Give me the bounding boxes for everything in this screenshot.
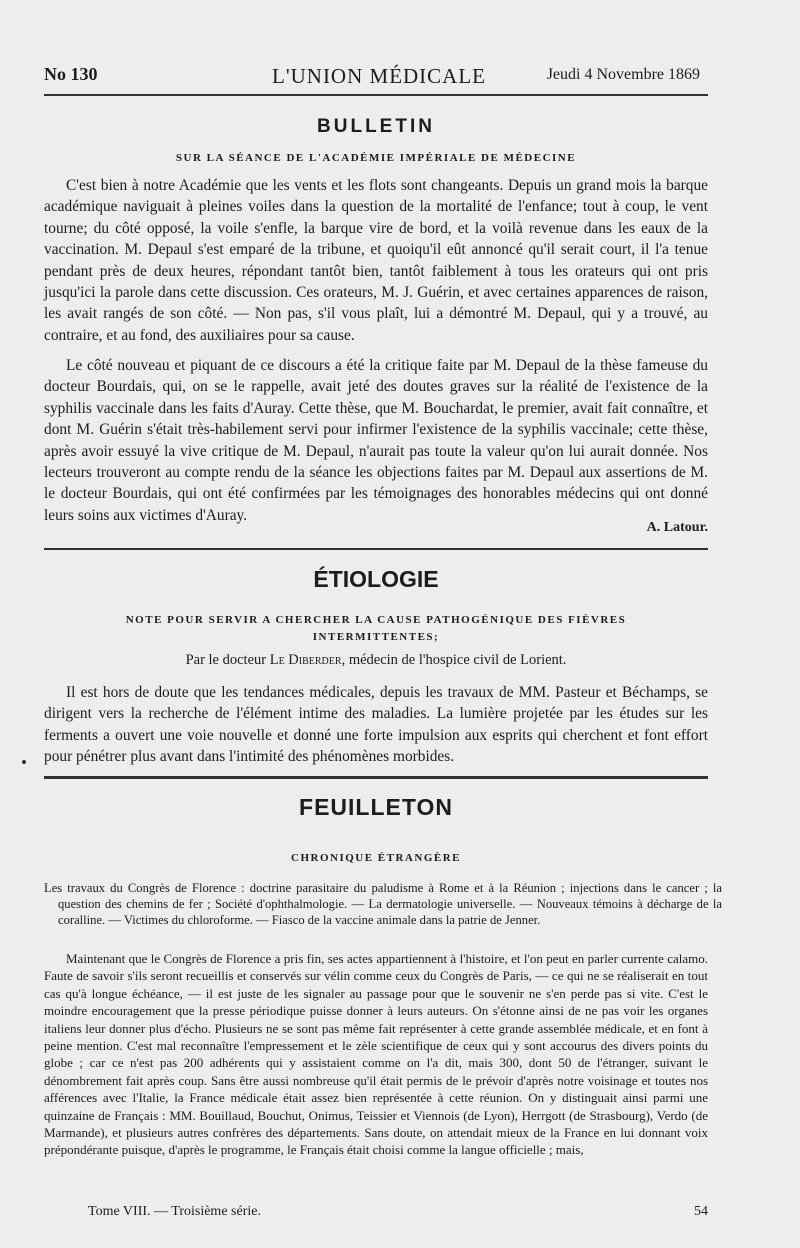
feuilleton-title: FEUILLETON <box>299 794 453 820</box>
author-name: Le Diberder <box>269 652 342 668</box>
feuilleton-paragraph: Maintenant que le Congrès de Florence a pris fin, ses actes appartiennent à l'histoire, et l'on peut en parler currente calamo. Faute de savoir s'ils seront recueillis et conservés sur vélin comme ceux du Congrès de Paris, — ce qui ne se réaliserait en tout cas qu'à longue échéance, — il est juste de les signaler au passage pour que le souvenir ne s'en perde pas si vite. C'est le moindre encouragement que la presse périodique puisse donner à leurs auteurs. On s'étonne ainsi de ne pas voir les organes italiens leur donner plus d'écho. Plusieurs ne se sont pas même fait représenter à cette grande assemblée médicale, et en font à peine mention. C'est mal reconnaître l'empressement et le zèle scientifique de ceux qui y sont accourus des divers points du globe ; car ce n'est pas 200 adhérents qui y assistaient comme on l'a dit, mais 300, dont 50 de l'étranger, suivant le dénombrement fait après coup. Sans être aussi nombreuse qu'il était permis de le prévoir d'après notre voisinage et toutes nos afférences avec l'Italie, la France médicale était assez bien représentée à cette réunion. On y distinguait ainsi parmi une quinzaine de Français : MM. Bouillaud, Bouchut, Onimus, Teissier et Viennois (de Lyon), Herrgott (de Strasbourg), Verdo (de Marmande), et plusieurs autres confrères des départements. Sans doute, on attendait mieux de la France en lui donnant voix prépondérante puisque, d'après le programme, le Français était choisi comme la langue officielle ; mais, <box>44 951 708 1158</box>
etiologie-subtitle-line1: NOTE POUR SERVIR A CHERCHER LA CAUSE PATHOGÉNIQUE DES FIÈVRES <box>125 614 627 626</box>
bulletin-signature: A. Latour. <box>646 520 708 535</box>
etiologie-title: ÉTIOLOGIE <box>313 566 439 592</box>
bulletin-end-rule <box>44 548 708 550</box>
etiologie-paragraph: Il est hors de doute que les tendances médicales, depuis les travaux de MM. Pasteur et Béchamps, se dirigent vers la recherche de l'élément intime des maladies. La lumière projetée par les études sur les ferments a ouvert une voie nouvelle et donné une forte impulsion aux esprits qui cherchent et font effort pour pénétrer plus avant dans l'intimité des phénomènes morbides. <box>44 684 708 766</box>
issue-date: Jeudi 4 Novembre 1869 <box>546 66 700 83</box>
etiologie-byline <box>44 652 708 669</box>
issue-number: No 130 <box>44 64 98 84</box>
volume-info: Tome VIII. — Troisième série. <box>88 1204 261 1219</box>
etiologie-end-rule <box>44 776 708 779</box>
bulletin-subtitle: SUR LA SÉANCE DE L'ACADÉMIE IMPÉRIALE DE MÉDECINE <box>175 152 577 164</box>
byline-suffix: , médecin de l'hospice civil de Lorient. <box>341 652 567 668</box>
bulletin-title: BULLETIN <box>317 116 435 137</box>
bulletin-paragraph-2: Le côté nouveau et piquant de ce discours a été la critique faite par M. Depaul de la thèse fameuse du docteur Bourdais, qui, on se le rappelle, avait jeté des doutes graves sur la réalité de l'existence de la syphilis vaccinale dans les faits d'Auray. Cette thèse, que M. Bouchardat, le premier, avait fait connaître, et dont M. Guérin s'était très-habilement servi pour infirmer l'existence de la syphilis vaccinale; cette thèse, après avoir essuyé la vive critique de M. Depaul, n'aurait pas toute la valeur qu'on lui aurait donnée. Nos lecteurs trouveront au compte rendu de la séance les objections faites par M. Depaul aux assertions de M. le docteur Bourdais, qui ont été confirmées par les témoignages des honorables médecins qui ont donné leurs soins aux victimes d'Auray. <box>44 357 708 524</box>
feuilleton-summary: Les travaux du Congrès de Florence : doctrine parasitaire du paludisme à Rome et à la Réunion ; injections dans le cancer ; la question des chemins de fer ; Société d'ophthalmologie. — La dermatologie universelle. — Nouveaux témoins à décharge de la coralline. — Victimes du chloroforme. — Fiasco de la vaccine animale dans la patrie de Jenner. <box>44 881 722 928</box>
page-footer <box>44 1204 708 1226</box>
running-head <box>44 64 700 92</box>
journal-title: L'UNION MÉDICALE <box>272 64 487 88</box>
header-rule <box>44 94 708 96</box>
feuilleton-subtitle: CHRONIQUE ÉTRANGÈRE <box>291 852 461 864</box>
etiologie-subtitle-line2: INTERMITTENTES; <box>312 631 440 643</box>
bulletin-paragraph-1: C'est bien à notre Académie que les vents et les flots sont changeants. Depuis un grand mois la barque académique naviguait à pleines voiles dans la question de la mortalité de l'enfance; tout à coup, le vent tourne; du côté opposé, la voile s'enfle, la barque vire de bord, et la voilà revenue dans les eaux de la vaccination. M. Depaul s'est emparé de la tribune, et quoiqu'il eût annoncé qu'il serait court, il l'a tenue pendant près de deux heures, répondant tantôt bien, tantôt faiblement à tous les orateurs qui ont pris jusqu'ici la parole dans cette discussion. Ces orateurs, M. J. Guérin, et avec certaines apparences de raison, les avait rangés de son côté. — Non pas, s'il vous plaît, lui a démontré M. Depaul, qui y a trouvé, au contraire, et au fond, des auxiliaires pour sa cause. <box>44 177 708 344</box>
ink-spot <box>22 760 26 764</box>
byline-prefix: Par le docteur <box>185 652 267 668</box>
page-number: 54 <box>694 1204 708 1219</box>
